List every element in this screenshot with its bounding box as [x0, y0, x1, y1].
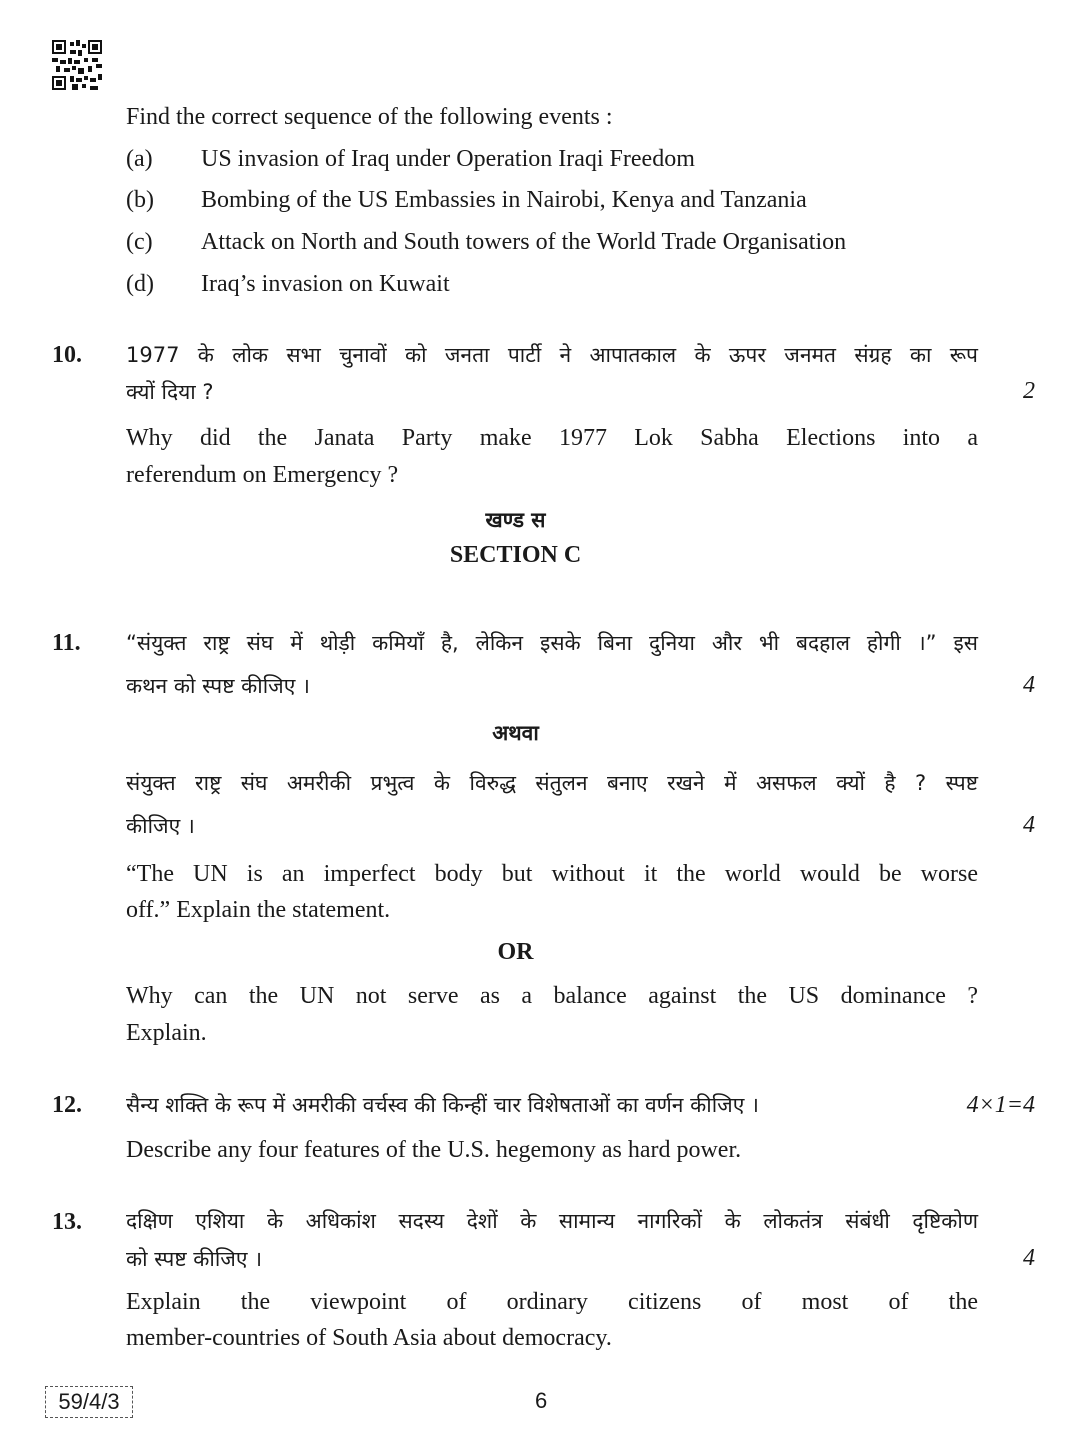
q11-english-line2: off.” Explain the statement. [126, 897, 391, 923]
q11-alt-english-line2: Explain. [126, 1020, 207, 1046]
paper-code-box: 59/4/3 [45, 1386, 133, 1418]
item-label-d: (d) [126, 271, 154, 297]
item-text-d: Iraq’s invasion on Kuwait [201, 271, 450, 297]
q11-hindi-line1: “संयुक्त राष्ट्र संघ में थोड़ी कमियाँ है, लेकिन इसके बिना दुनिया और भी बदहाल होगी ।” इस [126, 631, 978, 655]
q13-english-line1: Explain the viewpoint of ordinary citizens of most of the [126, 1289, 978, 1315]
item-text-c: Attack on North and South towers of the World Trade Organisation [201, 229, 847, 255]
q12-marks: 4×1=4 [966, 1092, 1035, 1118]
q10-english-line1: Why did the Janata Party make 1977 Lok Sabha Elections into a [126, 425, 978, 451]
item-label-b: (b) [126, 187, 154, 213]
section-heading-hindi: खण्ड स [485, 508, 546, 532]
q13-marks: 4 [1023, 1245, 1035, 1271]
item-text-a: US invasion of Iraq under Operation Iraqi Freedom [201, 146, 695, 172]
question-number-11: 11. [52, 630, 81, 656]
or-english: OR [497, 939, 534, 965]
q10-hindi-line2: क्यों दिया ? [126, 380, 214, 404]
q12-english: Describe any four features of the U.S. hegemony as hard power. [126, 1137, 742, 1163]
or-hindi: अथवा [492, 721, 539, 745]
item-label-a: (a) [126, 146, 153, 172]
q13-hindi-line2: को स्पष्ट कीजिए । [126, 1247, 263, 1271]
q11-alt-hindi-line1: संयुक्त राष्ट्र संघ अमरीकी प्रभुत्व के विरुद्ध संतुलन बनाए रखने में असफल क्यों है ? स्पष्ट [126, 771, 978, 795]
q12-hindi: सैन्य शक्ति के रूप में अमरीकी वर्चस्व की किन्हीं चार विशेषताओं का वर्णन कीजिए । [126, 1093, 759, 1117]
q11-alt-english-line1: Why can the UN not serve as a balance against the US dominance ? [126, 983, 978, 1009]
page-number: 6 [535, 1388, 548, 1413]
item-text-b: Bombing of the US Embassies in Nairobi, Kenya and Tanzania [201, 187, 807, 213]
q11-alt-hindi-line2: कीजिए । [126, 814, 195, 838]
question-number-12: 12. [52, 1092, 82, 1118]
q11-hindi-line2: कथन को स्पष्ट कीजिए । [126, 674, 310, 698]
q13-english-line2: member-countries of South Asia about democracy. [126, 1325, 612, 1351]
section-heading-english: SECTION C [449, 542, 582, 568]
q10-hindi-line1: 1977 के लोक सभा चुनावों को जनता पार्टी ने आपातकाल के ऊपर जनमत संग्रह का रूप [126, 343, 978, 367]
q10-marks: 2 [1023, 378, 1035, 404]
q13-hindi-line1: दक्षिण एशिया के अधिकांश सदस्य देशों के सामान्य नागरिकों के लोकतंत्र संबंधी दृष्टिकोण [126, 1209, 978, 1233]
question-number-10: 10. [52, 342, 82, 368]
q10-english-line2: referendum on Emergency ? [126, 462, 399, 488]
q11-english-line1: “The UN is an imperfect body but without it the world would be worse [126, 861, 978, 887]
qr-code [52, 40, 102, 90]
item-label-c: (c) [126, 229, 153, 255]
q11-marks-2: 4 [1023, 812, 1035, 838]
sequence-prompt: Find the correct sequence of the following events : [126, 104, 613, 130]
question-number-13: 13. [52, 1209, 82, 1235]
q11-marks-1: 4 [1023, 672, 1035, 698]
